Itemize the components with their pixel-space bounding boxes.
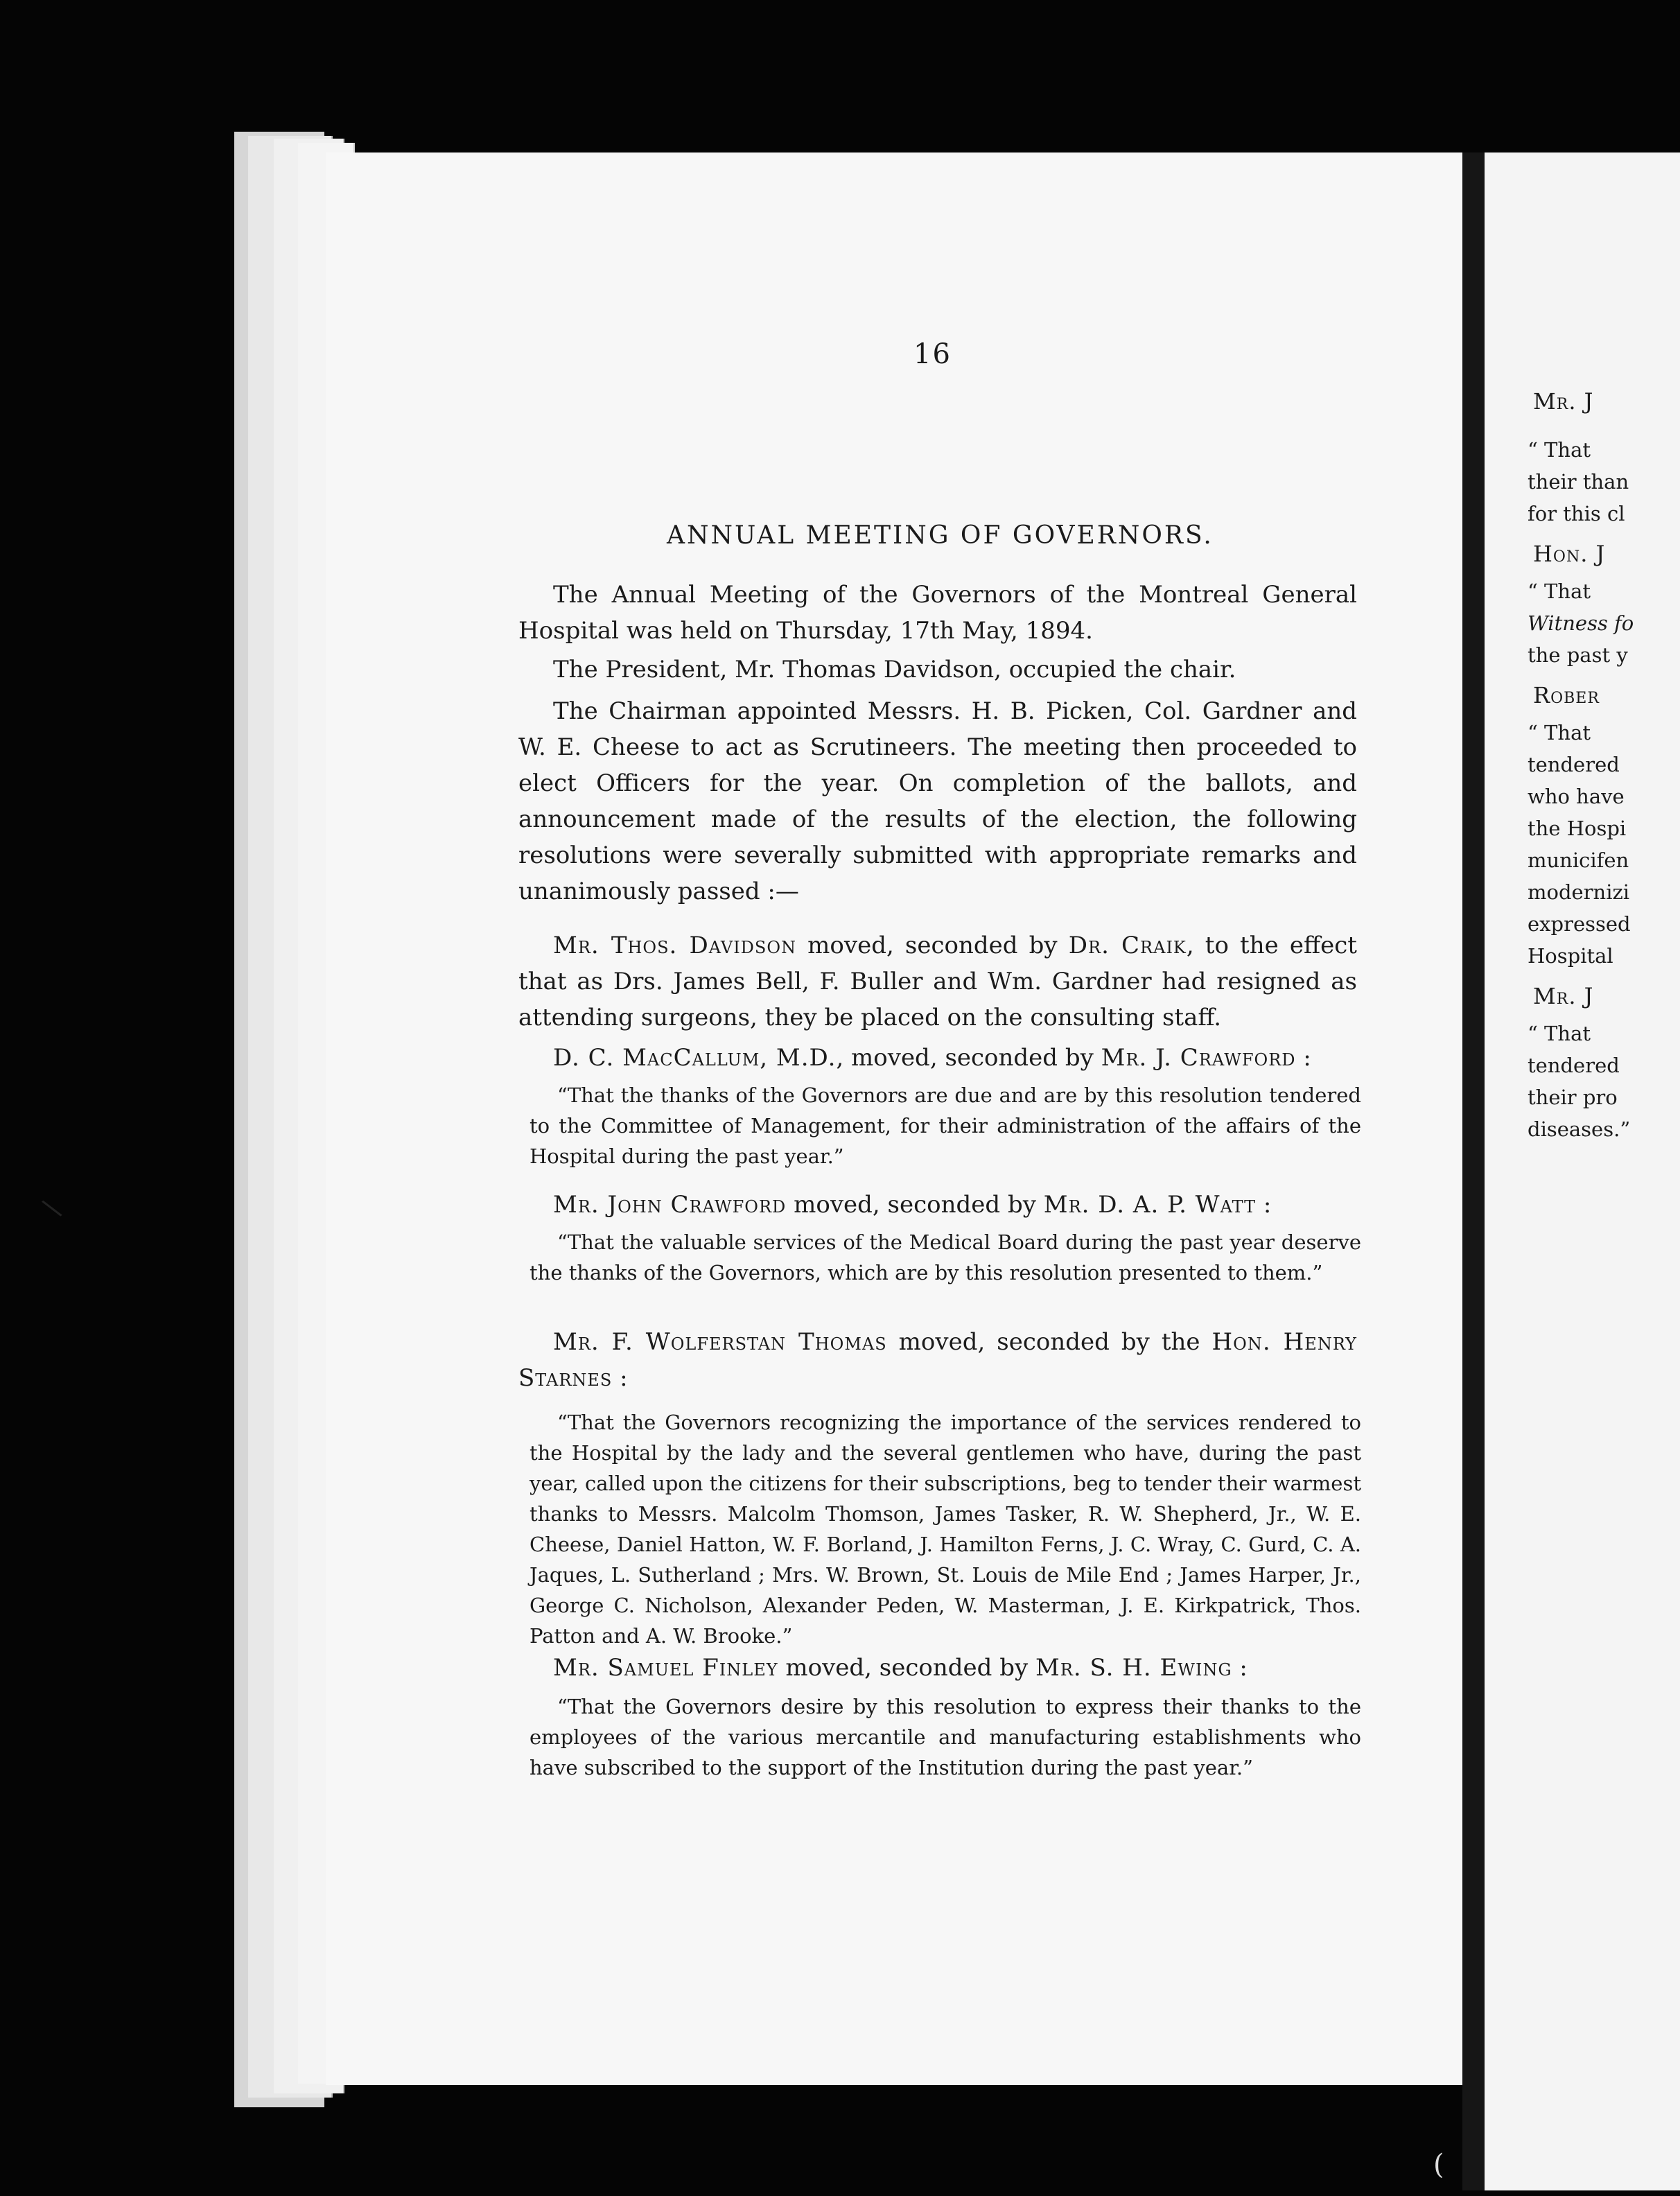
motion-1: Mr. Thos. Davidson moved, seconded by Dr. Craik, to the effect that as Drs. James Bell, F. Buller and Wm. Gardner had resigned as attending surgeons, they be placed on the consulting staff. — [518, 932, 1357, 1031]
rp-line: who have — [1528, 785, 1625, 808]
motion-5: Mr. Samuel Finley moved, seconded by Mr. S. H. Ewing : — [553, 1654, 1248, 1682]
rp-line: municifen — [1528, 848, 1629, 872]
rp-line: Hon. J — [1533, 541, 1606, 567]
president-paragraph: The President, Mr. Thomas Davidson, occupied the chair. — [553, 656, 1236, 683]
motion-4: Mr. F. Wolferstan Thomas moved, seconded by the Hon. Henry Starnes : — [518, 1328, 1358, 1392]
rp-line: tendered — [1528, 1054, 1620, 1077]
motion-2: D. C. MacCallum, M.D., moved, seconded by Mr. J. Crawford : — [553, 1044, 1311, 1072]
mover: Mr. Thos. Davidson — [553, 932, 797, 959]
seconder: Mr. J. Crawford — [1101, 1044, 1296, 1072]
rp-line: “ That — [1528, 438, 1591, 462]
scan-mark: ( — [1433, 2149, 1444, 2181]
rp-line: modernizi — [1528, 880, 1630, 904]
rp-line: “ That — [1528, 1022, 1591, 1045]
rp-line: the past y — [1528, 643, 1628, 667]
page-gutter — [1462, 152, 1485, 2190]
rp-line: their than — [1528, 470, 1629, 494]
rp-line: “ That — [1528, 580, 1591, 603]
scan-mark: \ — [39, 1192, 65, 1224]
mover: D. C. MacCallum, M.D. — [553, 1044, 837, 1072]
rp-line: for this cl — [1528, 502, 1625, 525]
rp-line: expressed — [1528, 912, 1631, 936]
seconder: Hon. Henry Starnes — [518, 1328, 1358, 1392]
motion-3: Mr. John Crawford moved, seconded by Mr. D. A. P. Watt : — [553, 1191, 1272, 1219]
mover: Mr. F. Wolferstan Thomas — [553, 1328, 887, 1356]
resolution-quote: “That the Governors recognizing the importance of the services rendered to the Hospital by the lady and the several gentlemen who have, during the past year, called upon the citizens for their subscriptions, beg to tender their warmest thanks to Messrs. Malcolm Thomson, James Tasker, R. W. Shepherd, Jr., W. E. Cheese, Daniel Hatton, W. F. Borland, J. Hamilton Ferns, J. C. Wray, C. Gurd, C. A. Jaques, L. Sutherland ; Mrs. W. Brown, St. Louis de Mile End ; James Harper, Jr., George C. Nicholson, Alexander Peden, W. Masterman, J. E. Kirkpatrick, Thos. Patton and A. W. Brooke.” — [530, 1411, 1361, 1648]
rp-line: Rober — [1533, 682, 1600, 708]
resolution-quote: “That the thanks of the Governors are due and are by this resolution tendered to the Committee of Management, for their administration of the affairs of the Hospital during the past year.” — [530, 1083, 1361, 1168]
rp-line: Hospital — [1528, 944, 1613, 968]
resolution-quote: “That the Governors desire by this resolution to express their thanks to the employees of the various mercantile and manufacturing establishments who have subscribed to the support of the Institution during the past year.” — [530, 1695, 1361, 1779]
page-title: ANNUAL MEETING OF GOVERNORS. — [667, 521, 1214, 550]
seconder: Mr. D. A. P. Watt — [1043, 1191, 1257, 1219]
rp-line: their pro — [1528, 1086, 1618, 1109]
rp-line: Mr. J — [1533, 388, 1594, 415]
resolution-quote: “That the valuable services of the Medical Board during the past year deserve the thanks of the Governors, which are by this resolution presented to them.” — [530, 1230, 1361, 1284]
rp-line: Witness fo — [1528, 611, 1634, 635]
mover: Mr. John Crawford — [553, 1191, 787, 1219]
page-number: 16 — [913, 338, 952, 370]
mover: Mr. Samuel Finley — [553, 1654, 778, 1682]
intro-paragraph: The Annual Meeting of the Governors of the Montreal General Hospital was held on Thursday, 17th May, 1894. — [518, 581, 1357, 645]
rp-line: the Hospi — [1528, 817, 1627, 840]
facing-page — [1485, 152, 1680, 2190]
seconder: Dr. Craik — [1068, 932, 1187, 959]
rp-line: tendered — [1528, 753, 1620, 776]
rp-line: “ That — [1528, 721, 1591, 744]
seconder: Mr. S. H. Ewing — [1035, 1654, 1232, 1682]
chairman-paragraph: The Chairman appointed Messrs. H. B. Picken, Col. Gardner and W. E. Cheese to act as Scrutineers. The meeting then proceeded to elect Officers for the year. On completion of the ballots, and announcement made of the results of the election, the following resolutions were severally submitted with appropriate remarks and unanimously passed :— — [518, 697, 1357, 905]
rp-line: diseases.” — [1528, 1117, 1631, 1141]
rp-line: Mr. J — [1533, 983, 1594, 1009]
